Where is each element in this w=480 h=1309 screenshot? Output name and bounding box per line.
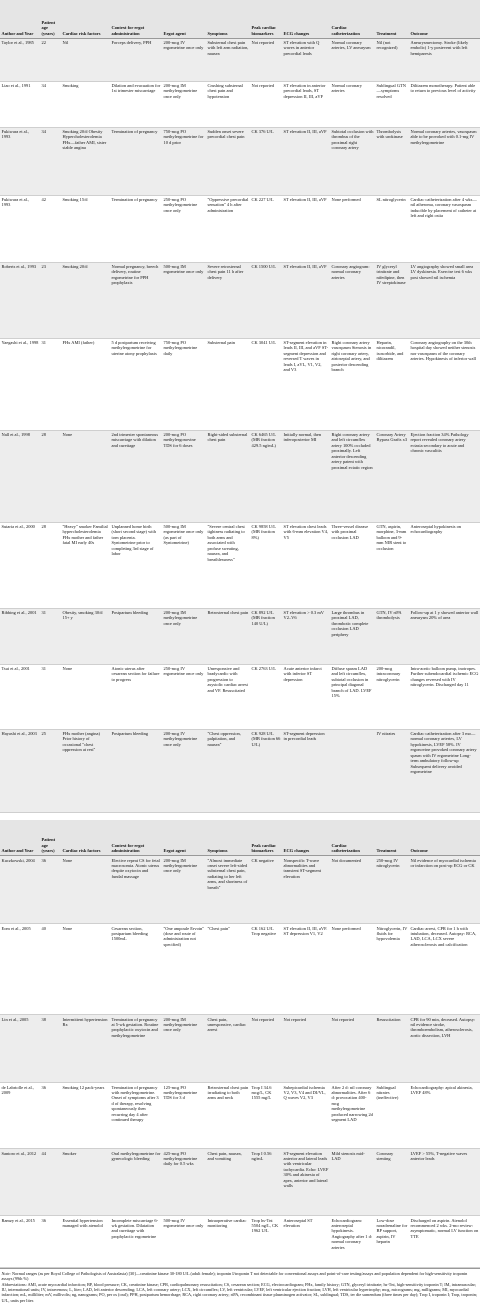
table-cell: Severe retrosternal chest pain 11 h after delivery (206, 262, 250, 338)
column-header: Treatment (375, 820, 409, 856)
table-cell: Eom et al., 2005 (0, 924, 40, 1015)
table-cell: IV glyceryl trinitrate and nifedipine, then IV streptokinase (375, 262, 409, 338)
table-cell: Echocardiography: apical akinesia, LVEF 48% (409, 1083, 480, 1149)
table-cell: Diffuse spasm LAD and left circumflex, subtotal occlusion in principal diagonal branch of LAD. LVEF 15% (330, 664, 375, 729)
table-row (0, 38, 480, 81)
table-cell: 36 (40, 1216, 61, 1268)
table-cell: Retrosternal chest pain (206, 608, 250, 664)
note-label: Note: (1, 1271, 11, 1276)
table-cell: Acute anterior infarct with inferior ST depression (282, 664, 330, 729)
table-cell: Termination of pregnancy at 5-wk gestation. Routine prophylactic oxytocin and methylergometrine (110, 1015, 162, 1083)
table-cell: Coronary stenting (375, 1149, 409, 1216)
table-cell: Nil (61, 38, 110, 81)
column-header: Context for ergot administration (110, 820, 162, 856)
table-cell: Coronary angiography on the 30th hospital day showed neither stenosis nor vasospasm of the coronary arteries. Hypokinesis of inferior wall (409, 338, 480, 430)
column-header: Patient age (years) (40, 0, 61, 38)
table-cell: Anteroseptal ST elevation (282, 1216, 330, 1268)
table-cell: Intra-aortic balloon pump, inotropes. Further subendocardial ischemic ECG changes reversed with IV nitroglycerin. Discharged day 11 (409, 664, 480, 729)
table-cell: CK negative (250, 856, 282, 924)
column-header: Cardiac risk factors (61, 0, 110, 38)
table-cell: Not reported (250, 38, 282, 81)
table-cell: Normal pregnancy, breech delivery, routine ergometrine for PPH prophylaxis (110, 262, 162, 338)
table-cell: Lin et al., 2005 (0, 1015, 40, 1083)
table-cell: "One ampoule Ervoin" (dose and route of administration not specified) (162, 924, 206, 1015)
column-header: Patient age (years) (40, 820, 61, 856)
table-cell: Not reported (282, 1015, 330, 1083)
column-header: ECG changes (282, 820, 330, 856)
table-cell: Retrosternal chest pain irradiating to both arms and neck (206, 1083, 250, 1149)
table-cell: Oral methylergometrine for gynecologic bleeding (110, 1149, 162, 1216)
table-row (0, 664, 480, 729)
table-cell: Liao et al., 1991 (0, 81, 40, 127)
table-cell: 750-mcg PO methylergometrine daily (162, 338, 206, 430)
column-header: Peak cardiac biomarkers (250, 820, 282, 856)
table-cell: Not reported (250, 81, 282, 127)
note-text: Normal ranges (as per Royal College of Pathologists of Australasia) [30]—creatinine kinase 30-180 U/L (adult female); troponin I/troponin T not detectable for conventional assays and point-of-care testing/assays and population dependent for high-sensitivity troponin assays (99th %) (1, 1271, 468, 1282)
table-cell: "Almost immediate onset severe left-sided substernal chest pain, radiating to her left arms, and shortness of breath" (206, 856, 250, 924)
column-header: Treatment (375, 0, 409, 38)
table-cell: None performed (330, 924, 375, 1015)
column-header: Symptoms (206, 820, 250, 856)
table-cell: Coronary angiogram: normal coronary arteries (330, 262, 375, 338)
table-cell: de Labriolle et al., 2009 (0, 1083, 40, 1149)
table-cell: CK 1500 U/L (250, 262, 282, 338)
table-cell: CK 892 U/L (MB fraction 140 U/L) (250, 608, 282, 664)
table-gap (0, 813, 480, 820)
table-row (0, 608, 480, 664)
table-cell: None (61, 664, 110, 729)
table-cell: Postpartum bleeding (110, 729, 162, 812)
table-cell: Kuczkowski, 2004 (0, 856, 40, 924)
table-cell: FHx AMI (father) (61, 338, 110, 430)
table-cell: None (61, 856, 110, 924)
table-cell: 31 (40, 338, 61, 430)
table-cell: After 2 d: nil coronary abnormalities. After 6 d: provocation 400-mcg methylergometrine produced narrowing 2d segment LAD (330, 1083, 375, 1149)
table-cell: Large thrombus in proximal LAD, thrombotic complete occlusion LAD periphery (330, 608, 375, 664)
table-cell: Normal coronary arteries, vasospasm able to be provoked with 0.1-mg IV methylergometrine (409, 127, 480, 195)
table-body-part-2 (0, 856, 480, 1268)
table-cell: 36 (40, 1083, 61, 1149)
column-header: Cardiac catheterization (330, 820, 375, 856)
table-row (0, 522, 480, 608)
table-cell: Chest pain, nausea, and vomiting (206, 1149, 250, 1216)
table-cell: ST elevation II, III, aVF. ST depression V1, V2 (282, 924, 330, 1015)
table-cell: Nil (not recognized) (375, 38, 409, 81)
table-cell: Right coronary artery and left circumflex artery 100% occluded proximally. Left anterior descending artery patent with proximal ectatic region (330, 430, 375, 522)
table-cell: Nall et al., 1998 (0, 430, 40, 522)
table-cell: Termination of pregnancy (110, 127, 162, 195)
table-cell: None (61, 924, 110, 1015)
table-cell: "Chest pain" (206, 924, 250, 1015)
table-cell: 2nd trimester spontaneous miscarriage with dilation and curettage (110, 430, 162, 522)
table-cell: Fukiwara et al., 1993 (0, 195, 40, 262)
table-cell: 34 (40, 127, 61, 195)
table-cell: 250-mcg IV nitroglycerin (375, 856, 409, 924)
table-cell: 200-mcg IM methylergometrine once only (162, 81, 206, 127)
table-row (0, 1149, 480, 1216)
abbreviations-text: Abbreviations: AMI, acute myocardial infarction; BP, blood pressure; CK, creatinine kinase; CPR, cardiopulmonary resuscitation; CS, cesarean section; ECG, electrocardiogram; FHx, family history; GTN, glyceryl trinitrate; hs-Tnt, high-sensitivity troponin T; IM, intramuscular; IU, international units; IV, intravenous; L, liter; LAD, left anterior descending; LCA, left coronary artery; LCX, left circumflex; LV, left ventricular; LVEF, left ventricular ejection fraction; LVH, left ventricular hypertrophy; mcg, micrograms; mg, milligrams; MI, myocardial infarction; mL, milliliter; mV, millivolts; ng, nanograms; PO, per os (oral); PPH, postpartum hemorrhage; RCA, right coronary artery; rtPA, recombinant tissue plasminogen activator; SL, sublingual; TDS, ter die sumendum (three times per day); Trop I, troponin I; Trop, troponin; U/L, units per liter. (1, 1281, 478, 1303)
table-cell: Sudden onset severe precordial chest pain (206, 127, 250, 195)
table-cell: Three-vessel disease with proximal occlusion LAD (330, 522, 375, 608)
table-cell: 750-mcg PO methylergometrine for 10 d prior (162, 127, 206, 195)
column-header: Author and Year (0, 0, 40, 38)
table-cell: CK 9858 U/L (MB fraction 8%) (250, 522, 282, 608)
table-cell: 200-mcg IM methylergometrine once only (162, 856, 206, 924)
table-cell: Yaegashi et al., 1998 (0, 338, 40, 430)
table-cell: 200-mcg IV ergometrine once only (162, 38, 206, 81)
table-cell: Anteroseptal hypokinesis on echocardiography (409, 522, 480, 608)
table-cell: Cesarean section, postpartum bleeding 1500mL (110, 924, 162, 1015)
table-cell: Subepicardial ischemia V2, V3, V4 and DI/VL, Q waves V2, V3 (282, 1083, 330, 1149)
table-cell: Normal coronary arteries (330, 81, 375, 127)
table-header-row (0, 0, 480, 38)
table-cell: Ramzy et al., 2015 (0, 1216, 40, 1268)
table-cell: Trop hs-Tnt 5504 ng/L, CK 1962 U/L (250, 1216, 282, 1268)
table-cell: 23 (40, 262, 61, 338)
table-cell: 500-mcg IV ergometrine once only (162, 1216, 206, 1268)
column-header: Cardiac catheterization (330, 0, 375, 38)
table-cell: Cardiac catheterization after 4 wks—nil atheroma, coronary vasospasm inducible by placement of catheter at left and right ostia (409, 195, 480, 262)
table-cell: "Chest oppression, palpitation, and nausea" (206, 729, 250, 812)
table-row (0, 924, 480, 1015)
table-cell: 200-mcg IM methylergometrine once only (162, 608, 206, 664)
table-cell: Tsui et al., 2001 (0, 664, 40, 729)
table-cell: 200-mcg IM methylergometrine once only (162, 1015, 206, 1083)
table-cell: Follow-up at 1 y showed anterior wall aneurysm 20% of area (409, 608, 480, 664)
table-row (0, 430, 480, 522)
table-cell: CK 162 U/L Trop negative (250, 924, 282, 1015)
table-cell: Unplanned home birth (short second stage) with torn placenta. Syntometrine prior to completing 3rd stage of labor (110, 522, 162, 608)
column-header: Ergot agent (162, 820, 206, 856)
column-header: Peak cardiac biomarkers (250, 0, 282, 38)
table-cell: GTN, IV rtPA thrombolysis (375, 608, 409, 664)
table-cell: Intermittent hypertension Rx (61, 1015, 110, 1083)
table-cell: ST elevation with Q waves in anterior precordial leads (282, 38, 330, 81)
column-header: Author and Year (0, 820, 40, 856)
table-cell: Intraoperative cardiac monitoring (206, 1216, 250, 1268)
table-cell: LV angiography showed small area LV dyskinesia. Exercise test 6 wks post showed nil ischemia (409, 262, 480, 338)
table-cell: 28 (40, 430, 61, 522)
table-cell: 28 (40, 522, 61, 608)
table-body-part-1 (0, 38, 480, 812)
table-cell: 31 (40, 608, 61, 664)
column-header: Ergot agent (162, 0, 206, 38)
table-cell: Hayashi et al., 2003 (0, 729, 40, 812)
column-header: Outcome (409, 0, 480, 38)
table-cell: SL nitroglycerin (375, 195, 409, 262)
table-cell: 31 (40, 664, 61, 729)
table-cell: 200-mcg intracoronary nitroglycerin (375, 664, 409, 729)
table-cell: 44 (40, 1149, 61, 1216)
table-cell: ST elevation in anterior precordial leads, ST depression II, III, aVF (282, 81, 330, 127)
table-cell: Santoro et al., 2012 (0, 1149, 40, 1216)
table-cell: ST elevation II, III, aVF (282, 262, 330, 338)
table-cell: 250-mcg PO methylergometrine once only (162, 195, 206, 262)
table-cell: Not documented (330, 856, 375, 924)
table-cell: LVEF > 55%, T-negative waves anterior leads (409, 1149, 480, 1216)
table-cell: 36 (40, 856, 61, 924)
table-cell: 500-mcg IM ergometrine once only (162, 262, 206, 338)
table-cell: CK 928 U/L (MB fraction 66 U/L) (250, 729, 282, 812)
table-cell: None performed (330, 195, 375, 262)
table-cell: Sublingual GTN—symptoms resolved (375, 81, 409, 127)
table-cell: 125-mcg PO methylergometrine TDS for 3 d (162, 1083, 206, 1149)
table-cell: CK 376 U/L (250, 127, 282, 195)
table-cell: Resuscitation (375, 1015, 409, 1083)
table-cell: Cardiac arrest, CPR for 1 h with intubation, deceased. Autopsy: RCA, LAD, LCA, LCX severe atherosclerosis and calcification (409, 924, 480, 1015)
table-cell: Ejection fraction 34% Pathology report revealed coronary artery ectasia secondary to acute and chronic vasculitis (409, 430, 480, 522)
table-cell: Low-dose noradrenaline for BP support, aspirin, IV heparin (375, 1216, 409, 1268)
table-cell: ST-segment depression in precordial leads (282, 729, 330, 812)
table-cell: Coronary Artery Bypass Grafts x3 (375, 430, 409, 522)
table-cell: Nitroglycerin, IV fluids for hypovolemia (375, 924, 409, 1015)
table-cell: Dilation and evacuation for 1st trimester miscarriage (110, 81, 162, 127)
table-cell: CK 2763 U/L (250, 664, 282, 729)
table-row (0, 1015, 480, 1083)
table-cell: 22 (40, 38, 61, 81)
table-cell: 25 (40, 729, 61, 812)
table-cell: CPR for 90 min, deceased. Autopsy: nil evidence stroke, thromboembolism, atherosclerosis, aortic dissection, LVH (409, 1015, 480, 1083)
table-cell: Smoking (61, 81, 110, 127)
table-cell: GTN, aspirin, morphine, 3-mm balloon and 9-mm NIR stent to occlusion (375, 522, 409, 608)
table-row (0, 127, 480, 195)
column-header: Symptoms (206, 0, 250, 38)
table-cell: Nonspecific T-wave abnormalities and transient ST-segment elevation (282, 856, 330, 924)
table-cell: Echocardiogram: anteroseptal hypokinesis. Angiography after 1 d: normal coronary arteries (330, 1216, 375, 1268)
table-cell: Smoking 12 pack-years (61, 1083, 110, 1149)
table-cell: Smoking 20/d (61, 262, 110, 338)
table-cell: ST elevation II, III, aVF (282, 127, 330, 195)
table-cell: Diltiazem monotherapy. Patient able to return to previous level of activity (409, 81, 480, 127)
table-cell: Cardiac catheterization after 3 mo—normal coronary arteries, LV hypokinesis, LVEF 58%. IV ergonovine provoked coronary artery spasm with IV ergometrine Long-term ambulatory follow-up Subsequent delivery avoided ergometrine (409, 729, 480, 812)
table-cell: 5 d postpartum receiving methylergometrine for uterine atony prophylaxis (110, 338, 162, 430)
table-cell: 200-mcg PO methylergonovine TDS for 6 doses (162, 430, 206, 522)
table-cell: "Oppressive precordial sensation" 4 h after administration (206, 195, 250, 262)
table-cell: "Severe central chest tightness radiating to both arms and associated with profuse sweating, nausea, and breathlessness" (206, 522, 250, 608)
table-cell: ST elevation chest leads with 6-mm elevation V4, V5 (282, 522, 330, 608)
table-cell: Subtotal occlusion with thrombus of the proximal right coronary artery (330, 127, 375, 195)
column-header: Context for ergot administration (110, 0, 162, 38)
table-cell: IV nitrates (375, 729, 409, 812)
table-cell: Normal coronary arteries, LV aneurysm (330, 38, 375, 81)
table-cell: Fukiwara et al., 1993 (0, 127, 40, 195)
table-cell: Sutaria et al., 2000 (0, 522, 40, 608)
table-cell: CK 6465 U/L (MB fraction 429.5 ng/mL) (250, 430, 282, 522)
column-header: Cardiac risk factors (61, 820, 110, 856)
table-row (0, 81, 480, 127)
table-row (0, 856, 480, 924)
table-cell: Atonic uterus after cesarean section for failure to progress (110, 664, 162, 729)
table-cell: Heparin, nicorandil, isosorbide, and diltiazem (375, 338, 409, 430)
table-cell: Aneurysmectomy. Stroke (likely embolic) 1-y postevent with left hemiparesis (409, 38, 480, 81)
table-row (0, 195, 480, 262)
table-row (0, 1083, 480, 1149)
table-header-row (0, 820, 480, 856)
table-cell: Obesity, smoking 30/d 15+ y (61, 608, 110, 664)
table-cell: Unresponsive and bradycardic with progression to asystolic cardiac arrest and VF. Resuscitated (206, 664, 250, 729)
table-cell: None (61, 430, 110, 522)
table-cell: Initially normal, then inferoposterior MI (282, 430, 330, 522)
table-cell: Not reported (250, 1015, 282, 1083)
table-cell: ST-segment elevation anterior and lateral leads with ventricular tachycardia. Echo: LVEF 30% and akinesia of apex, anterior and lateral walls (282, 1149, 330, 1216)
table-cell: Smoker (61, 1149, 110, 1216)
table-cell: Roberts et al., 1993 (0, 262, 40, 338)
table-cell: CK 227 U/L (250, 195, 282, 262)
table-cell: FHx mother (angina) Prior history of occasional "chest oppression at rest" (61, 729, 110, 812)
table-cell: Discharged on aspirin. Atenolol recommenced 2 wks. 2-mo review: asymptomatic, normal LV function on TTE (409, 1216, 480, 1268)
table-cell: Substernal chest pain with left arm radiation, nausea (206, 38, 250, 81)
table-cell: Right-sided substernal chest pain (206, 430, 250, 522)
table-cell: Sublingual nitrates (ineffective) (375, 1083, 409, 1149)
case-table-part-2 (0, 820, 480, 1269)
table-cell: 42 (40, 195, 61, 262)
table-cell: Incomplete miscarriage 6-wk gestation. Dilatation and curettage with prophylactic ergometrine (110, 1216, 162, 1268)
table-cell (330, 729, 375, 812)
table-cell: Chest pain, unresponsive, cardiac arrest (206, 1015, 250, 1083)
table-cell: Smoking 15/d (61, 195, 110, 262)
table-cell: 250-mcg IV ergometrine once only (162, 664, 206, 729)
table-cell: 500-mcg IM ergometrine once only (as part of Syntometrine) (162, 522, 206, 608)
table-cell: 38 (40, 1015, 61, 1083)
table-cell: Essential hypertension managed with atenolol (61, 1216, 110, 1268)
table-cell: ST-segment elevation in leads II, III, and aVF ST-segment depression and reversed T waves in leads I, aVL, V1, V2, and V3 (282, 338, 330, 430)
table-cell: Elective repeat CS for fetal macrosomia. Atonic uterus despite oxytocin and fundal massage (110, 856, 162, 924)
table-row (0, 262, 480, 338)
table-cell: Termination of pregnancy (110, 195, 162, 262)
table-cell: Taylor et al., 1985 (0, 38, 40, 81)
table-cell: 425-mcg PO methylergometrine daily for 0.5 wks (162, 1149, 206, 1216)
table-cell: ST elevation II, III, aVF (282, 195, 330, 262)
table-cell: Nil evidence of myocardial ischemia or infarction on post-op ECG or CK (409, 856, 480, 924)
table-cell: 40 (40, 924, 61, 1015)
table-cell: Ribbing et al., 2001 (0, 608, 40, 664)
table-footnote (0, 1268, 480, 1303)
table-cell: Mild stenosis mid-LAD (330, 1149, 375, 1216)
table-cell: Forceps delivery, PPH (110, 38, 162, 81)
table-row (0, 1216, 480, 1268)
table-row (0, 729, 480, 812)
table-cell: Termination of pregnancy with methylergometrine. Onset of symptoms after 3 d of therapy, resolving spontaneously then recurring day 4 after continued therapy (110, 1083, 162, 1149)
table-cell: "Heavy" smoker Familial hypercholesterolemia FHx mother and father fatal MI early 40s (61, 522, 110, 608)
table-cell: Trop I 0.56 ng/mL (250, 1149, 282, 1216)
table-cell: Smoking 20/d Obesity Hypercholesterolemia FHx—father AMI, sister stable angina (61, 127, 110, 195)
table-cell: Substernal pain (206, 338, 250, 430)
table-cell: 200-mcg IV methylergometrine once only (162, 729, 206, 812)
table-cell: 34 (40, 81, 61, 127)
column-header: Outcome (409, 820, 480, 856)
table-cell: Postpartum bleeding (110, 608, 162, 664)
table-cell: Not reported (330, 1015, 375, 1083)
table-cell: ST elevation > 0.3 mV V2–V6 (282, 608, 330, 664)
column-header: ECG changes (282, 0, 330, 38)
table-cell: Crushing substernal chest pain and hypotension (206, 81, 250, 127)
table-cell: CK 3041 U/L (250, 338, 282, 430)
table-cell: Thrombolysis with urokinase (375, 127, 409, 195)
table-cell: Right coronary artery vasospasm Stenosis in right coronary artery, atrioseptal artery, and posterior descending branch (330, 338, 375, 430)
table-row (0, 338, 480, 430)
table-cell: Trop I 34.6 mcg/L, CK 1555 mg/L (250, 1083, 282, 1149)
